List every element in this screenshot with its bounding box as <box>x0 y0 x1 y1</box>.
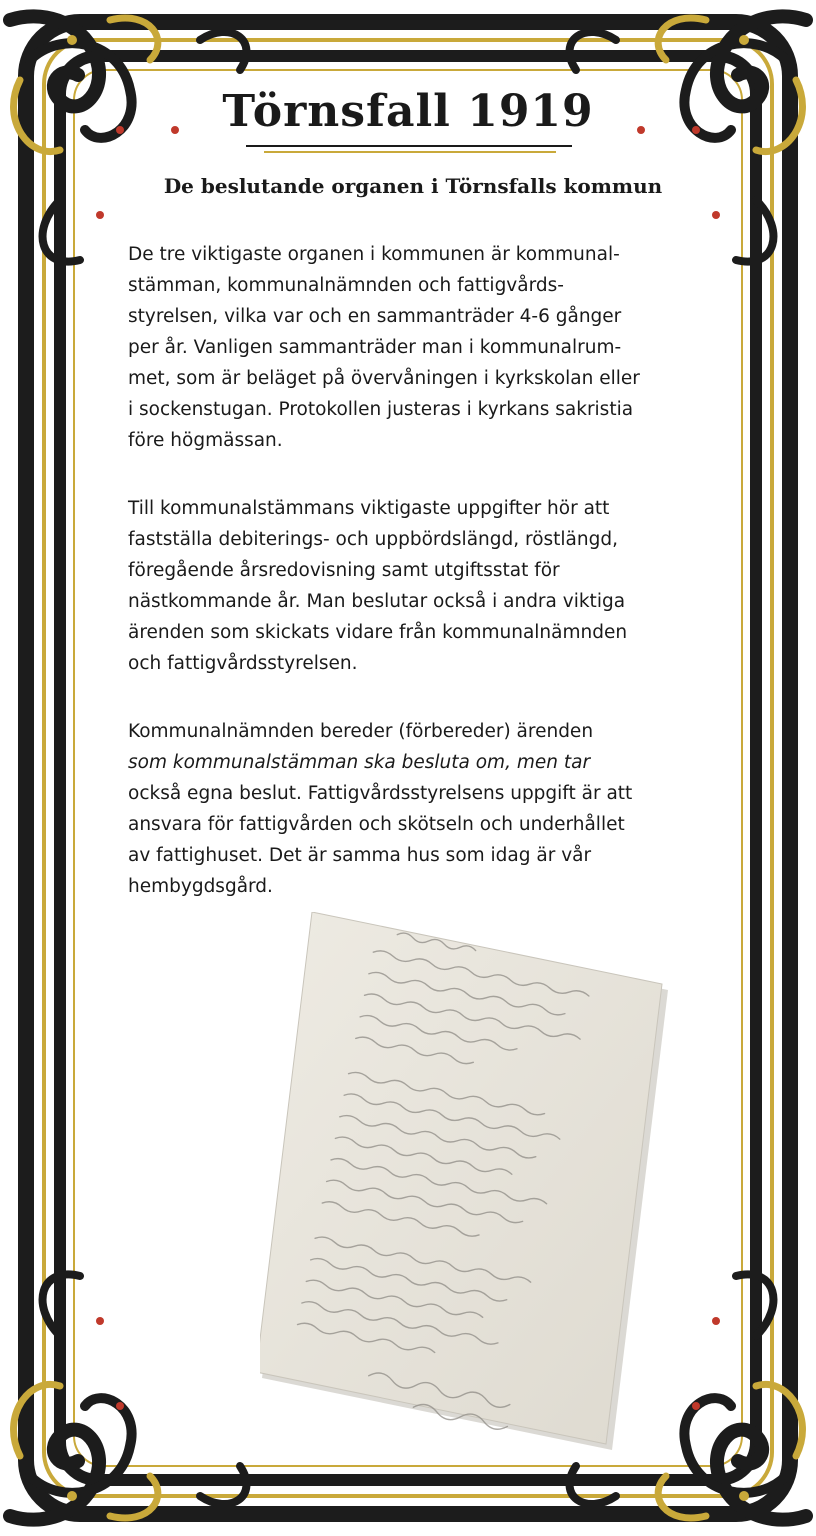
text-line: och fattigvårdsstyrelsen. <box>128 653 358 674</box>
text-line: föregående årsredovisning samt utgiftsstat för <box>128 560 560 581</box>
handwritten-letter-image <box>260 912 670 1452</box>
text-line: som kommunalstämman ska besluta om, men tar <box>128 752 591 773</box>
text-line: hembygdsgård. <box>128 876 273 897</box>
text-line: stämman, kommunalnämnden och fattigvårds- <box>128 275 564 296</box>
text-line: styrelsen, vilka var och en sammanträder 4-6 gånger <box>128 306 622 327</box>
text-line: Kommunalnämnden bereder (förbereder) ärenden <box>128 721 594 742</box>
paragraph-3 <box>128 716 676 902</box>
text-line: ansvara för fattigvården och skötseln och underhållet <box>128 814 625 835</box>
text-line: av fattighuset. Det är samma hus som idag är vår <box>128 845 592 866</box>
text-line: också egna beslut. Fattigvårdsstyrelsens uppgift är att <box>128 783 633 804</box>
text-line: De tre viktigaste organen i kommunen är kommunal- <box>128 244 620 265</box>
text-line: per år. Vanligen sammanträder man i kommunalrum- <box>128 337 622 358</box>
text-line: fastställa debiterings- och uppbördslängd, röstlängd, <box>128 529 618 550</box>
page-subtitle: De beslutande organen i Törnsfalls kommun <box>163 174 663 198</box>
paragraph-1 <box>128 239 676 456</box>
text-line: före högmässan. <box>128 430 283 451</box>
title-underline-gold <box>264 151 556 153</box>
page-title: Törnsfall 1919 <box>222 86 594 137</box>
text-line: Till kommunalstämmans viktigaste uppgifter hör att <box>128 498 610 519</box>
text-line: met, som är beläget på övervåningen i kyrkskolan eller <box>128 368 640 389</box>
title-underline <box>246 145 572 147</box>
text-line: nästkommande år. Man beslutar också i andra viktiga <box>128 591 626 612</box>
paragraph-2 <box>128 493 676 679</box>
text-line: ärenden som skickats vidare från kommunalnämnden <box>128 622 628 643</box>
text-line: i sockenstugan. Protokollen justeras i kyrkans sakristia <box>128 399 634 420</box>
